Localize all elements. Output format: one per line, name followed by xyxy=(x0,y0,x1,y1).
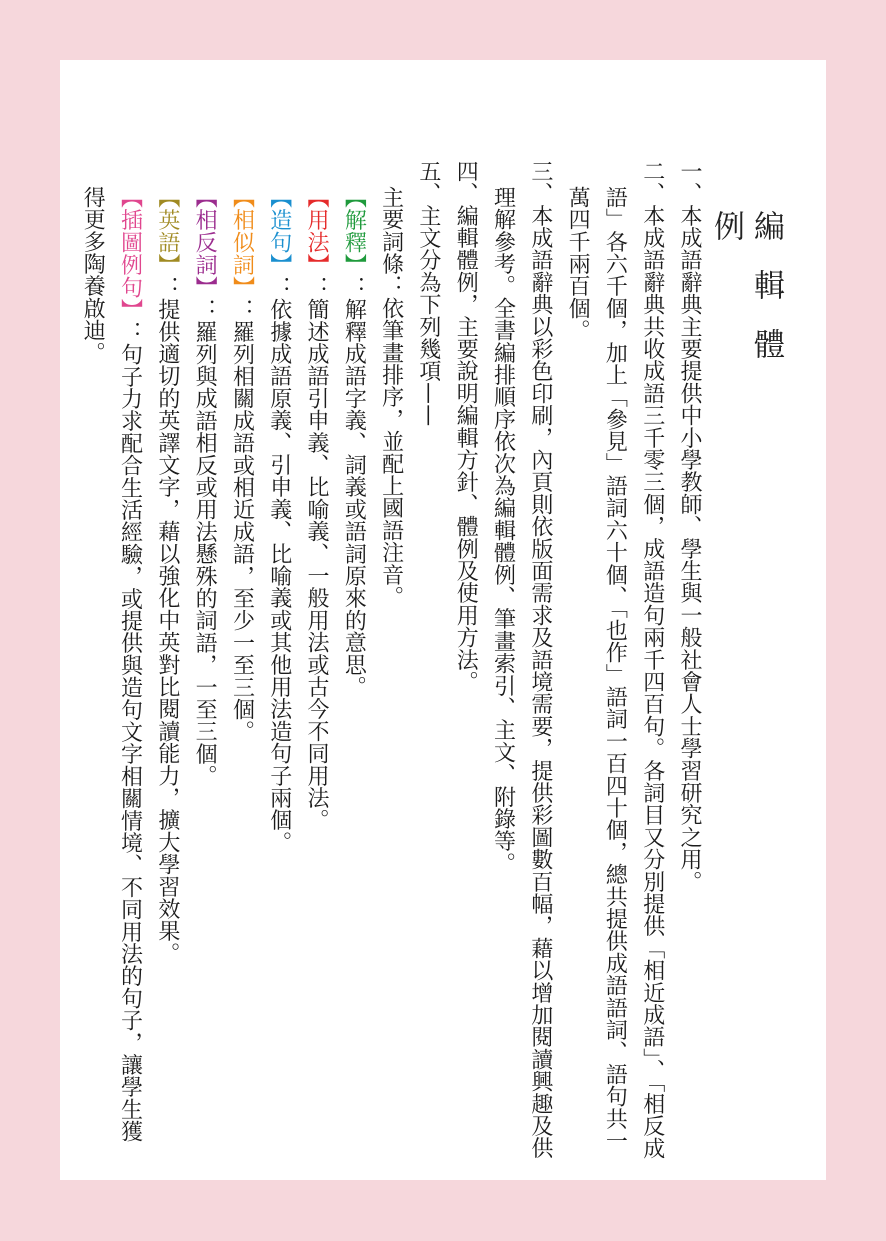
page-title: 編輯體例 xyxy=(708,210,784,387)
sub-item-text: ：簡述成語引申義、比喻義、一般用法或古今不同用法。 xyxy=(304,276,330,832)
list-item-3: 三、本成語辭典以彩色印刷，內頁則依版面需求及語境需要，提供彩圖數百幅，藉以增加閱讀興趣及供理解參考。全書編排順序依次為編輯體例、筆畫索引、主文、附錄等。 xyxy=(490,160,553,1159)
sub-item-usage xyxy=(298,160,335,1160)
sub-item-label: 【相反詞】 xyxy=(192,186,218,299)
sub-item-english xyxy=(149,160,186,1160)
sub-item-text: ：解釋成語字義、詞義或語詞原來的意思。 xyxy=(341,276,367,699)
sub-item-text: ：依據成語原義、引申義、比喻義或其他用法造句子兩個。 xyxy=(266,276,292,854)
sub-item-antonym xyxy=(186,160,223,1160)
list-item-1: 一、本成語辭典主要提供中小學教師、學生與一般社會人士學習研究之用。 xyxy=(677,160,702,893)
document-body xyxy=(68,160,708,1160)
sub-item-synonym xyxy=(223,160,260,1160)
main-entry-line: 主要詞條：依筆畫排序，並配上國語注音。 xyxy=(378,186,404,609)
sub-item-label: 【造句】 xyxy=(266,186,292,277)
sub-item-label: 【用法】 xyxy=(304,186,330,277)
sub-item-text: ：句子力求配合生活經驗，或提供與造句文字相關情境、不同用法的句子，讓學生獲得更多陶養啟迪。 xyxy=(80,186,143,1143)
list-item-2: 二、本成語辭典共收成語三千零三個，成語造句兩千四百句。各詞目又分別提供「相近成語」、「相反成語」各六千個，加上「參見」語詞六十個、「也作」語詞一百四十個，總共提供成語語詞、語句共一萬四千兩百個。 xyxy=(565,160,665,1160)
sub-item-label: 【相似詞】 xyxy=(229,186,255,299)
sub-item-text: ：羅列相關成語或相近成語，至少一至三個。 xyxy=(229,298,255,743)
sub-item-label: 【英語】 xyxy=(154,186,180,277)
list-item-4: 四、編輯體例，主要說明編輯方針、體例及使用方法。 xyxy=(453,160,479,693)
sub-item-label: 【插圖例句】 xyxy=(117,186,143,322)
sub-item-text: ：提供適切的英譯文字，藉以強化中英對比閱讀能力，擴大學習效果。 xyxy=(154,276,180,965)
sub-item-text: ：羅列與成語相反或用法懸殊的詞語，一至三個。 xyxy=(192,298,218,788)
sub-item-label: 【解釋】 xyxy=(341,186,367,277)
list-item-5: 五、主文分為下列幾項—— xyxy=(415,160,441,427)
sub-item-illustration xyxy=(74,160,149,1160)
sub-item-sentence xyxy=(260,160,297,1160)
page-sheet xyxy=(60,60,826,1180)
sub-item-explain xyxy=(335,160,372,1160)
